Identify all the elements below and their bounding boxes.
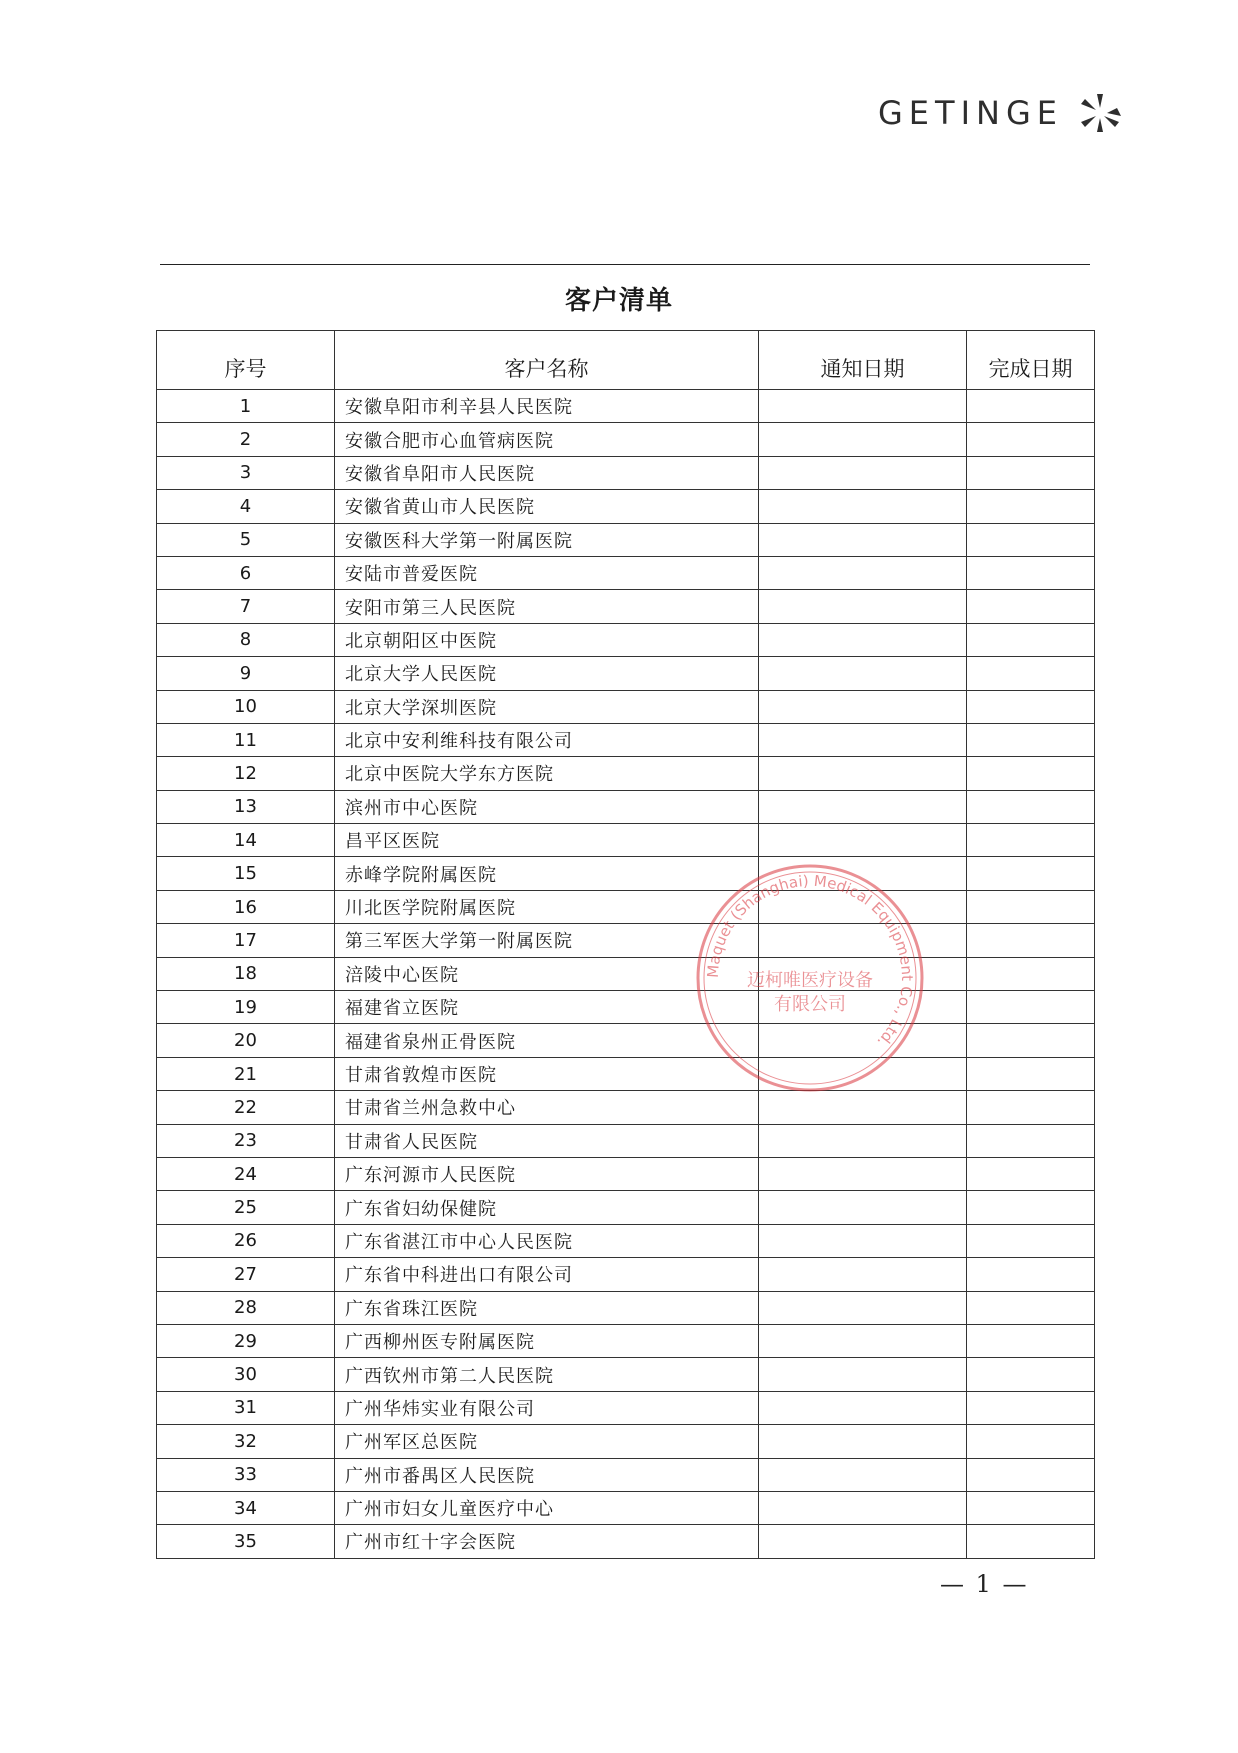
row-notice-date bbox=[759, 1491, 967, 1524]
table-row bbox=[157, 824, 1095, 857]
row-finish-date bbox=[967, 456, 1095, 489]
getinge-star-icon bbox=[1077, 90, 1123, 136]
table-row bbox=[157, 1291, 1095, 1324]
row-customer-name: 福建省立医院 bbox=[335, 991, 759, 1024]
row-notice-date bbox=[759, 490, 967, 523]
row-finish-date bbox=[967, 957, 1095, 990]
row-notice-date bbox=[759, 657, 967, 690]
table-row bbox=[157, 490, 1095, 523]
customer-table bbox=[156, 330, 1095, 1559]
row-finish-date bbox=[967, 790, 1095, 823]
table-row bbox=[157, 556, 1095, 589]
table-row bbox=[157, 1491, 1095, 1524]
row-finish-date bbox=[967, 1124, 1095, 1157]
row-serial: 24 bbox=[157, 1157, 335, 1190]
row-customer-name: 广东河源市人民医院 bbox=[335, 1157, 759, 1190]
table-row bbox=[157, 723, 1095, 756]
row-notice-date bbox=[759, 390, 967, 423]
table-row bbox=[157, 1358, 1095, 1391]
row-customer-name: 广东省湛江市中心人民医院 bbox=[335, 1224, 759, 1257]
row-finish-date bbox=[967, 1525, 1095, 1558]
row-customer-name: 广西柳州医专附属医院 bbox=[335, 1324, 759, 1357]
row-customer-name: 赤峰学院附属医院 bbox=[335, 857, 759, 890]
row-finish-date bbox=[967, 857, 1095, 890]
row-serial: 31 bbox=[157, 1391, 335, 1424]
row-customer-name: 广东省妇幼保健院 bbox=[335, 1191, 759, 1224]
row-finish-date bbox=[967, 556, 1095, 589]
row-customer-name: 安徽医科大学第一附属医院 bbox=[335, 523, 759, 556]
header-finish-date: 完成日期 bbox=[967, 331, 1095, 390]
row-customer-name: 滨州市中心医院 bbox=[335, 790, 759, 823]
table-row bbox=[157, 924, 1095, 957]
row-customer-name: 广州市红十字会医院 bbox=[335, 1525, 759, 1558]
table-row bbox=[157, 757, 1095, 790]
row-customer-name: 川北医学院附属医院 bbox=[335, 890, 759, 923]
row-customer-name: 广西钦州市第二人民医院 bbox=[335, 1358, 759, 1391]
table-row bbox=[157, 590, 1095, 623]
table-row bbox=[157, 1224, 1095, 1257]
row-finish-date bbox=[967, 991, 1095, 1024]
row-serial: 6 bbox=[157, 556, 335, 589]
table-row bbox=[157, 690, 1095, 723]
table-row bbox=[157, 1324, 1095, 1357]
company-seal bbox=[690, 858, 930, 1098]
logo-wordmark: GETINGE bbox=[878, 94, 1063, 132]
row-serial: 18 bbox=[157, 957, 335, 990]
row-notice-date bbox=[759, 790, 967, 823]
row-finish-date bbox=[967, 824, 1095, 857]
row-finish-date bbox=[967, 1191, 1095, 1224]
table-row bbox=[157, 1458, 1095, 1491]
row-serial: 3 bbox=[157, 456, 335, 489]
table-row bbox=[157, 1391, 1095, 1424]
row-finish-date bbox=[967, 1224, 1095, 1257]
row-serial: 13 bbox=[157, 790, 335, 823]
table-row bbox=[157, 1425, 1095, 1458]
row-finish-date bbox=[967, 623, 1095, 656]
row-serial: 7 bbox=[157, 590, 335, 623]
table-row bbox=[157, 523, 1095, 556]
svg-text:迈柯唯医疗设备: 迈柯唯医疗设备 bbox=[747, 970, 873, 991]
row-serial: 27 bbox=[157, 1258, 335, 1291]
row-finish-date bbox=[967, 390, 1095, 423]
row-serial: 21 bbox=[157, 1057, 335, 1090]
row-customer-name: 北京中医院大学东方医院 bbox=[335, 757, 759, 790]
table-row bbox=[157, 1525, 1095, 1558]
row-serial: 1 bbox=[157, 390, 335, 423]
row-customer-name: 甘肃省敦煌市医院 bbox=[335, 1057, 759, 1090]
row-customer-name: 安徽合肥市心血管病医院 bbox=[335, 423, 759, 456]
row-finish-date bbox=[967, 1358, 1095, 1391]
row-notice-date bbox=[759, 556, 967, 589]
row-serial: 30 bbox=[157, 1358, 335, 1391]
row-customer-name: 北京大学深圳医院 bbox=[335, 690, 759, 723]
row-notice-date bbox=[759, 1191, 967, 1224]
row-customer-name: 涪陵中心医院 bbox=[335, 957, 759, 990]
row-notice-date bbox=[759, 690, 967, 723]
seal-text: Maquet (Shanghai) Medical Equipment Co., Ltd. bbox=[703, 871, 917, 1051]
row-finish-date bbox=[967, 423, 1095, 456]
row-customer-name: 北京中安利维科技有限公司 bbox=[335, 723, 759, 756]
row-serial: 4 bbox=[157, 490, 335, 523]
table-row bbox=[157, 1091, 1095, 1124]
row-notice-date bbox=[759, 1258, 967, 1291]
row-serial: 22 bbox=[157, 1091, 335, 1124]
page-title: 客户清单 bbox=[564, 286, 673, 316]
row-customer-name: 北京朝阳区中医院 bbox=[335, 623, 759, 656]
row-notice-date bbox=[759, 1291, 967, 1324]
row-customer-name: 安徽阜阳市利辛县人民医院 bbox=[335, 390, 759, 423]
row-notice-date bbox=[759, 1157, 967, 1190]
row-notice-date bbox=[759, 1525, 967, 1558]
row-finish-date bbox=[967, 757, 1095, 790]
row-serial: 14 bbox=[157, 824, 335, 857]
table-row bbox=[157, 790, 1095, 823]
row-finish-date bbox=[967, 1425, 1095, 1458]
row-customer-name: 第三军医大学第一附属医院 bbox=[335, 924, 759, 957]
row-serial: 33 bbox=[157, 1458, 335, 1491]
row-serial: 29 bbox=[157, 1324, 335, 1357]
row-customer-name: 北京大学人民医院 bbox=[335, 657, 759, 690]
row-notice-date bbox=[759, 590, 967, 623]
row-serial: 5 bbox=[157, 523, 335, 556]
row-finish-date bbox=[967, 1157, 1095, 1190]
row-finish-date bbox=[967, 1291, 1095, 1324]
header-customer-name: 客户名称 bbox=[335, 331, 759, 390]
row-serial: 25 bbox=[157, 1191, 335, 1224]
header-notice-date: 通知日期 bbox=[759, 331, 967, 390]
row-customer-name: 安徽省阜阳市人民医院 bbox=[335, 456, 759, 489]
row-serial: 23 bbox=[157, 1124, 335, 1157]
row-notice-date bbox=[759, 723, 967, 756]
row-finish-date bbox=[967, 723, 1095, 756]
table-row bbox=[157, 1258, 1095, 1291]
row-finish-date bbox=[967, 1391, 1095, 1424]
row-serial: 8 bbox=[157, 623, 335, 656]
row-finish-date bbox=[967, 490, 1095, 523]
svg-text:有限公司: 有限公司 bbox=[774, 994, 846, 1015]
row-customer-name: 广州市妇女儿童医疗中心 bbox=[335, 1491, 759, 1524]
table-row bbox=[157, 390, 1095, 423]
row-customer-name: 安阳市第三人民医院 bbox=[335, 590, 759, 623]
row-customer-name: 昌平区医院 bbox=[335, 824, 759, 857]
row-finish-date bbox=[967, 690, 1095, 723]
row-serial: 12 bbox=[157, 757, 335, 790]
row-notice-date bbox=[759, 423, 967, 456]
table-row bbox=[157, 1024, 1095, 1057]
row-customer-name: 安陆市普爱医院 bbox=[335, 556, 759, 589]
row-customer-name: 广州华炜实业有限公司 bbox=[335, 1391, 759, 1424]
row-notice-date bbox=[759, 1358, 967, 1391]
row-serial: 19 bbox=[157, 991, 335, 1024]
row-notice-date bbox=[759, 757, 967, 790]
table-row bbox=[157, 857, 1095, 890]
row-serial: 32 bbox=[157, 1425, 335, 1458]
table-row bbox=[157, 1157, 1095, 1190]
row-notice-date bbox=[759, 623, 967, 656]
row-notice-date bbox=[759, 1224, 967, 1257]
row-finish-date bbox=[967, 1491, 1095, 1524]
row-serial: 20 bbox=[157, 1024, 335, 1057]
row-finish-date bbox=[967, 1024, 1095, 1057]
row-serial: 16 bbox=[157, 890, 335, 923]
page-number: — 1 — bbox=[940, 1570, 1029, 1598]
table-row bbox=[157, 890, 1095, 923]
row-finish-date bbox=[967, 924, 1095, 957]
row-serial: 35 bbox=[157, 1525, 335, 1558]
table-row bbox=[157, 1124, 1095, 1157]
table-row bbox=[157, 991, 1095, 1024]
table-header-row bbox=[157, 331, 1095, 390]
row-serial: 26 bbox=[157, 1224, 335, 1257]
row-finish-date bbox=[967, 590, 1095, 623]
row-customer-name: 广州市番禺区人民医院 bbox=[335, 1458, 759, 1491]
table-row bbox=[157, 1057, 1095, 1090]
row-serial: 9 bbox=[157, 657, 335, 690]
row-serial: 15 bbox=[157, 857, 335, 890]
row-finish-date bbox=[967, 1324, 1095, 1357]
table-row bbox=[157, 456, 1095, 489]
row-notice-date bbox=[759, 1458, 967, 1491]
header-serial: 序号 bbox=[157, 331, 335, 390]
row-finish-date bbox=[967, 657, 1095, 690]
row-serial: 11 bbox=[157, 723, 335, 756]
table-row bbox=[157, 1191, 1095, 1224]
row-finish-date bbox=[967, 1091, 1095, 1124]
row-notice-date bbox=[759, 1391, 967, 1424]
row-finish-date bbox=[967, 1458, 1095, 1491]
row-notice-date bbox=[759, 523, 967, 556]
svg-text:Maquet (Shanghai) Medical Equi bbox=[704, 872, 916, 1051]
row-finish-date bbox=[967, 523, 1095, 556]
row-serial: 34 bbox=[157, 1491, 335, 1524]
row-customer-name: 甘肃省人民医院 bbox=[335, 1124, 759, 1157]
row-serial: 28 bbox=[157, 1291, 335, 1324]
row-finish-date bbox=[967, 1057, 1095, 1090]
row-customer-name: 广州军区总医院 bbox=[335, 1425, 759, 1458]
table-row bbox=[157, 657, 1095, 690]
row-serial: 2 bbox=[157, 423, 335, 456]
row-customer-name: 安徽省黄山市人民医院 bbox=[335, 490, 759, 523]
row-serial: 17 bbox=[157, 924, 335, 957]
row-notice-date bbox=[759, 456, 967, 489]
row-serial: 10 bbox=[157, 690, 335, 723]
row-finish-date bbox=[967, 890, 1095, 923]
row-customer-name: 广东省中科进出口有限公司 bbox=[335, 1258, 759, 1291]
row-notice-date bbox=[759, 1425, 967, 1458]
row-notice-date bbox=[759, 1324, 967, 1357]
row-notice-date bbox=[759, 1124, 967, 1157]
row-customer-name: 福建省泉州正骨医院 bbox=[335, 1024, 759, 1057]
row-finish-date bbox=[967, 1258, 1095, 1291]
table-row bbox=[157, 623, 1095, 656]
table-row bbox=[157, 423, 1095, 456]
row-notice-date bbox=[759, 824, 967, 857]
header-rule bbox=[160, 264, 1090, 265]
row-customer-name: 甘肃省兰州急救中心 bbox=[335, 1091, 759, 1124]
row-customer-name: 广东省珠江医院 bbox=[335, 1291, 759, 1324]
getinge-logo bbox=[878, 88, 1123, 138]
table-row bbox=[157, 957, 1095, 990]
